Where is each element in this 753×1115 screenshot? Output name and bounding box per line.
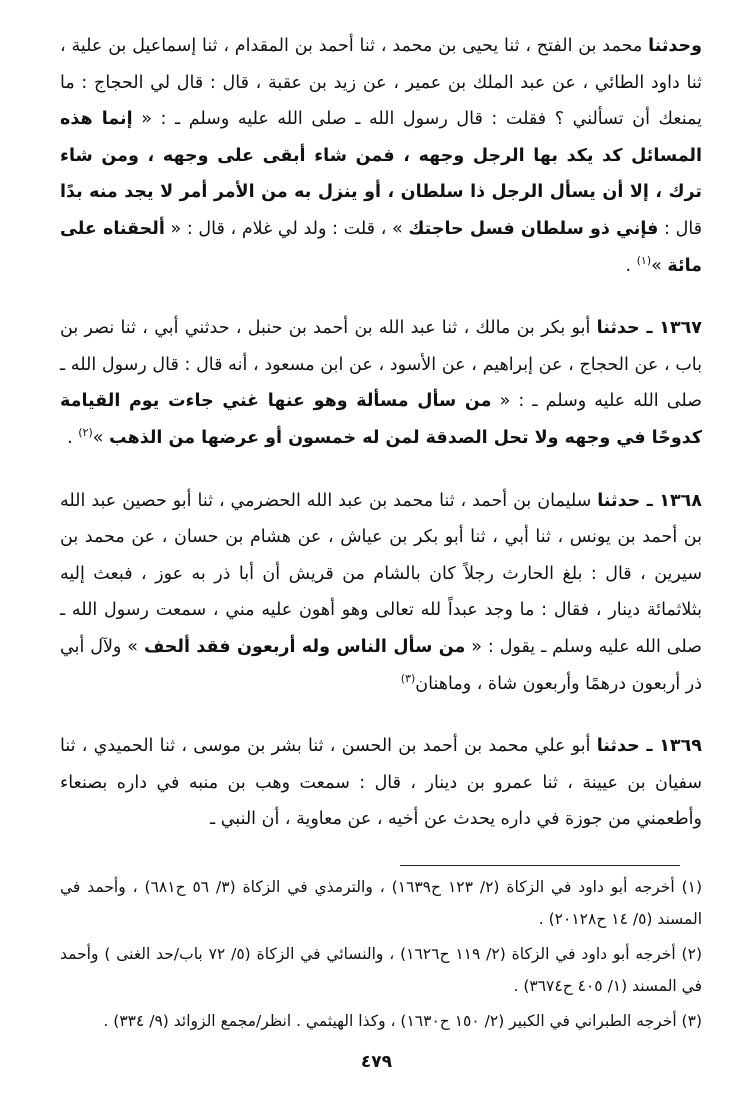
footnote-reference: (٢) [78,426,93,440]
hadith-paragraph [60,483,702,703]
paragraph-tail: . [67,427,79,448]
hadith-text: ألحقناه على مائة [60,218,702,276]
hadith-text: من سأل الناس وله أربعون فقد ألحف [143,636,466,657]
hadith-text: فإني ذو سلطان فسل حاجتك [408,218,659,239]
hadith-paragraph [60,28,702,284]
footnote-divider [400,865,680,866]
hadith-paragraph [60,728,702,838]
paragraph-tail: . [625,255,637,276]
footnote-reference: (١) [636,253,652,267]
footnote: (٣) أخرجه الطبراني في الكبير (٢/ ١٥٠ ح١٦٣٠) ، وكذا الهيثمي . انظر/مجمع الزوائد (٩/ ٣٣٤) . [103,1012,702,1030]
isnad-text: محمد بن الفتح ، ثنا يحيى بن محمد ، ثنا أحمد بن المقدام ، ثنا إسماعيل بن علية ، ثنا داود الطائي ، عن عبد الملك بن عمير ، عن زيد بن عقبة ، قال : قال لي الحجاج : ما يمنعك أن تسألني ؟ فقلت : قال رسول الله ـ صلى الله عليه وسلم ـ : « [60,36,703,130]
isnad-text: أبو علي محمد بن أحمد بن الحسن ، ثنا بشر بن موسى ، ثنا الحميدي ، ثنا سفيان بن عيينة ، ثنا عمرو بن دينار ، قال : سمعت وهب بن منبه في داره بصنعاء وأطعمني من جوزة في داره يحدث عن أخيه ، عن معاوية ، أن النبي ـ [60,736,702,830]
hadith-number: ١٣٦٧ [659,318,702,339]
isnad-text: » ولآل أبي ذر أربعون درهمًا وأربعون شاة ، وماهنان [60,636,702,694]
narration-lead: ـ حدثنا [596,736,660,757]
isnad-text: سليمان بن أحمد ، ثنا محمد بن عبد الله الحضرمي ، ثنا أبو حصين عبد الله بن أحمد بن يونس ، ثنا أبي ، ثنا أبو بكر بن عياش ، عن هشام بن حسان ، عن محمد بن سيرين ، قال : بلغ الحارث رجلاً كان بالشام من قريش أن أبا ذر به عوز ، فبعث إليه بثلاثمائة دينار ، فقال : ما وجد عبداً لله تعالى وهو أهون عليه مني ، سمعت رسول الله ـ صلى الله عليه وسلم ـ يقول : « [60,490,702,657]
hadith-text: إنما هذه المسائل كد يكد بها الرجل وجهه ، فمن شاء أبقى على وجهه ، ومن شاء ترك ، إلا أن يسأل الرجل ذا سلطان ، أو ينزل به من الأمر أمر لا يجد منه بدًا [60,109,702,203]
isnad-text: » [92,427,110,448]
isnad-text: » ، قلت : ولد لي غلام ، قال : « [164,218,409,239]
hadith-paragraph [60,310,702,456]
footnotes [60,872,702,1038]
page-number: ٤٧٩ [360,1052,393,1072]
footnote: (٢) أخرجه أبو داود في الزكاة (٢/ ١١٩ ح١٦٢٦) ، والنسائي في الزكاة (٥/ ٧٢ باب/حد الغنى ) وأحمد في المسند (١/ ٤٠٥ ح٣٦٧٤) . [60,945,702,995]
narration-lead: وحدثنا [648,36,702,56]
narration-lead: ـ حدثنا [597,490,660,511]
narration-lead: ـ حدثنا [596,318,660,339]
isnad-text: قال : [658,218,703,239]
hadith-number: ١٣٦٨ [659,490,702,511]
hadith-number: ١٣٦٩ [659,736,702,757]
isnad-text: أبو بكر بن مالك ، ثنا عبد الله بن أحمد بن حنبل ، حدثني أبي ، ثنا نصر بن باب ، عن الحجاج ، عن إبراهيم ، عن الأسود ، عن ابن مسعود ، أنه قال : قال رسول الله ـ صلى الله عليه وسلم ـ : « [60,318,703,412]
footnote: (١) أخرجه أبو داود في الزكاة (٢/ ١٢٣ ح١٦٣٩) ، والترمذي في الزكاة (٣/ ٥٦ ح٦٨١) ، وأحمد في المسند (٥/ ١٤ ح٢٠١٢٨) . [60,878,703,928]
main-text [60,28,702,838]
hadith-text: من سأل مسألة وهو عنها غني جاءت يوم القيامة كدوحًا في وجهه ولا تحل الصدقة لمن له خمسون أو عرضها من الذهب [60,391,702,448]
isnad-text: » [651,255,668,276]
footnote-reference: (٣) [400,671,416,685]
